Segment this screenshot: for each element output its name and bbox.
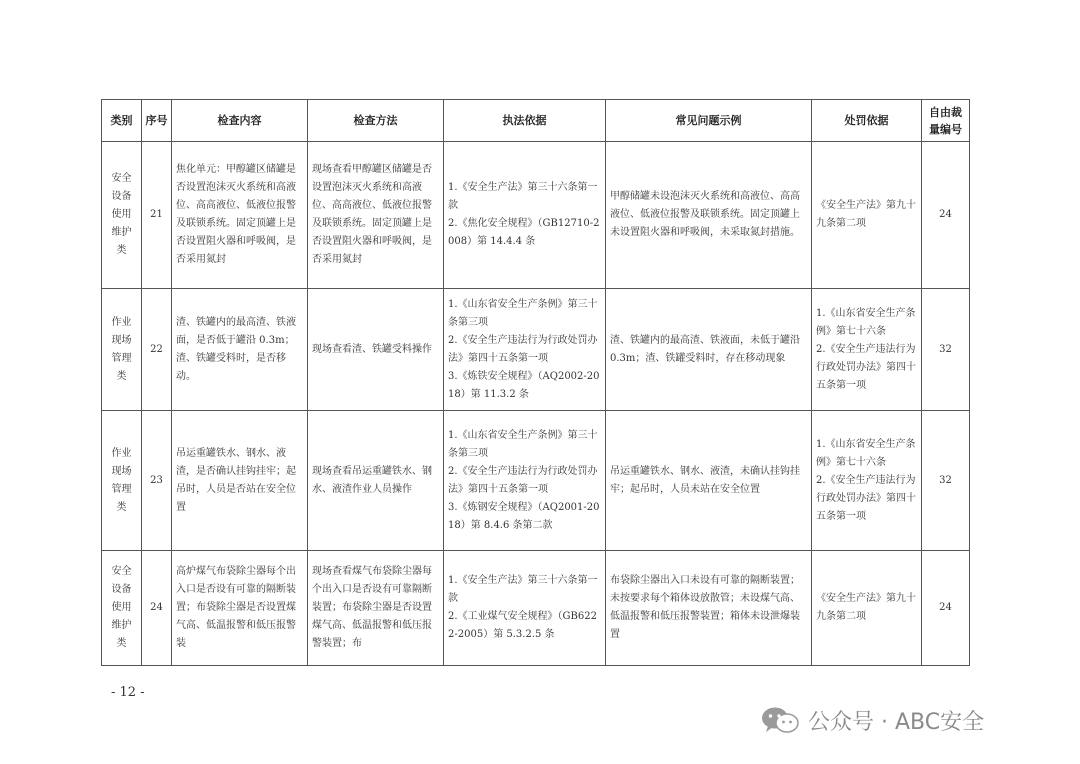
content-cell: 渣、铁罐内的最高渣、铁液面，是否低于罐沿 0.3m；渣、铁罐受料时，是否移动。 [172, 289, 308, 411]
watermark [760, 704, 984, 736]
number-cell: 22 [142, 289, 172, 411]
basis-line: 2.《安全生产违法行为行政处罚办法》第四十五条第一项 [448, 465, 598, 495]
basis-cell [444, 551, 606, 666]
issue-cell: 吊运重罐铁水、钢水、液渣，未确认挂钩挂牢；起吊时，人员未站在安全位置 [606, 411, 812, 551]
basis-cell [444, 142, 606, 289]
basis-line: 2.《焦化安全规程》（GB12710-2008）第 14.4.4 条 [448, 218, 600, 247]
basis-line: 3.《炼铁安全规程》（AQ2002-2018）第 11.3.2 条 [448, 370, 600, 400]
method-cell: 现场查看煤气布袋除尘器每个出入口是否设有可靠隔断装置；布袋除尘器是否设置煤气高、低温报警和低压报警装置；布 [308, 551, 444, 666]
discretion-cell: 32 [922, 411, 970, 551]
penalty-cell [812, 411, 922, 551]
header-content: 检查内容 [172, 100, 308, 142]
method-cell: 现场查看吊运重罐铁水、钢水、液渣作业人员操作 [308, 411, 444, 551]
header-basis: 执法依据 [444, 100, 606, 142]
table-header-row [102, 100, 970, 142]
header-penalty: 处罚依据 [812, 100, 922, 142]
basis-line: 1.《山东省安全生产条例》第三十条第三项 [448, 429, 598, 459]
page-number: - 12 - [111, 685, 145, 700]
table-row [102, 289, 970, 411]
basis-line: 1.《安全生产法》第三十六条第一款 [448, 575, 598, 604]
penalty-line: 1.《山东省安全生产条例》第七十六条 [816, 438, 916, 468]
table-row [102, 142, 970, 289]
discretion-cell: 24 [922, 551, 970, 666]
basis-cell [444, 289, 606, 411]
number-cell: 23 [142, 411, 172, 551]
table-row [102, 411, 970, 551]
content-cell: 高炉煤气布袋除尘器每个出入口是否设有可靠的隔断装置；布袋除尘器是否设置煤气高、低温报警和低压报警装 [172, 551, 308, 666]
watermark-text: 公众号 · ABC安全 [808, 709, 985, 735]
header-discretion: 自由裁量编号 [922, 100, 970, 142]
number-cell: 21 [142, 142, 172, 289]
basis-line: 1.《山东省安全生产条例》第三十条第三项 [448, 298, 598, 328]
header-number: 序号 [142, 100, 172, 142]
inspection-table [101, 99, 970, 666]
penalty-line: 《安全生产法》第九十九条第二项 [816, 593, 916, 622]
penalty-line: 《安全生产法》第九十九条第二项 [816, 200, 916, 229]
category-cell: 作业现场管理类 [102, 289, 142, 411]
number-cell: 24 [142, 551, 172, 666]
basis-line: 2.《工业煤气安全规程》（GB6222-2005）第 5.3.2.5 条 [448, 611, 597, 640]
discretion-cell: 24 [922, 142, 970, 289]
header-method: 检查方法 [308, 100, 444, 142]
content-cell: 焦化单元：甲醇罐区储罐是否设置泡沫灭火系统和高液位、高高液位、低液位报警及联锁系统。固定顶罐上是否设置阻火器和呼吸阀，是否采用氮封 [172, 142, 308, 289]
penalty-line: 1.《山东省安全生产条例》第七十六条 [816, 307, 916, 337]
method-cell: 现场查看渣、铁罐受料操作 [308, 289, 444, 411]
issue-cell: 甲醇储罐未设泡沫灭火系统和高液位、高高液位、低液位报警及联锁系统。固定顶罐上未设置阻火器和呼吸阀，未采取氮封措施。 [606, 142, 812, 289]
issue-cell: 渣、铁罐内的最高渣、铁液面，未低于罐沿 0.3m；渣、铁罐受料时，存在移动现象 [606, 289, 812, 411]
penalty-line: 2.《安全生产违法行为行政处罚办法》第四十五条第一项 [816, 343, 916, 391]
header-category: 类别 [102, 100, 142, 142]
discretion-cell: 32 [922, 289, 970, 411]
header-issue: 常见问题示例 [606, 100, 812, 142]
basis-cell [444, 411, 606, 551]
category-cell: 安全设备使用维护类 [102, 551, 142, 666]
category-cell: 作业现场管理类 [102, 411, 142, 551]
method-cell: 现场查看甲醇罐区储罐是否设置泡沫灭火系统和高液位、高高液位、低液位报警及联锁系统。固定顶罐上是否设置阻火器和呼吸阀，是否采用氮封 [308, 142, 444, 289]
wechat-icon [760, 706, 800, 734]
basis-line: 1.《安全生产法》第三十六条第一款 [448, 182, 598, 211]
table-row [102, 551, 970, 666]
issue-cell: 布袋除尘器出入口未设有可靠的隔断装置；未按要求每个箱体设放散管；未设煤气高、低温报警和低压报警装置；箱体未设泄爆装置 [606, 551, 812, 666]
basis-line: 2.《安全生产违法行为行政处罚办法》第四十五条第一项 [448, 334, 598, 364]
basis-line: 3.《炼钢安全规程》（AQ2001-2018）第 8.4.6 条第二款 [448, 501, 600, 531]
penalty-line: 2.《安全生产违法行为行政处罚办法》第四十五条第一项 [816, 474, 916, 522]
penalty-cell [812, 551, 922, 666]
penalty-cell [812, 289, 922, 411]
category-cell: 安全设备使用维护类 [102, 142, 142, 289]
content-cell: 吊运重罐铁水、钢水、液渣，是否确认挂钩挂牢；起吊时，人员是否站在安全位置 [172, 411, 308, 551]
penalty-cell [812, 142, 922, 289]
